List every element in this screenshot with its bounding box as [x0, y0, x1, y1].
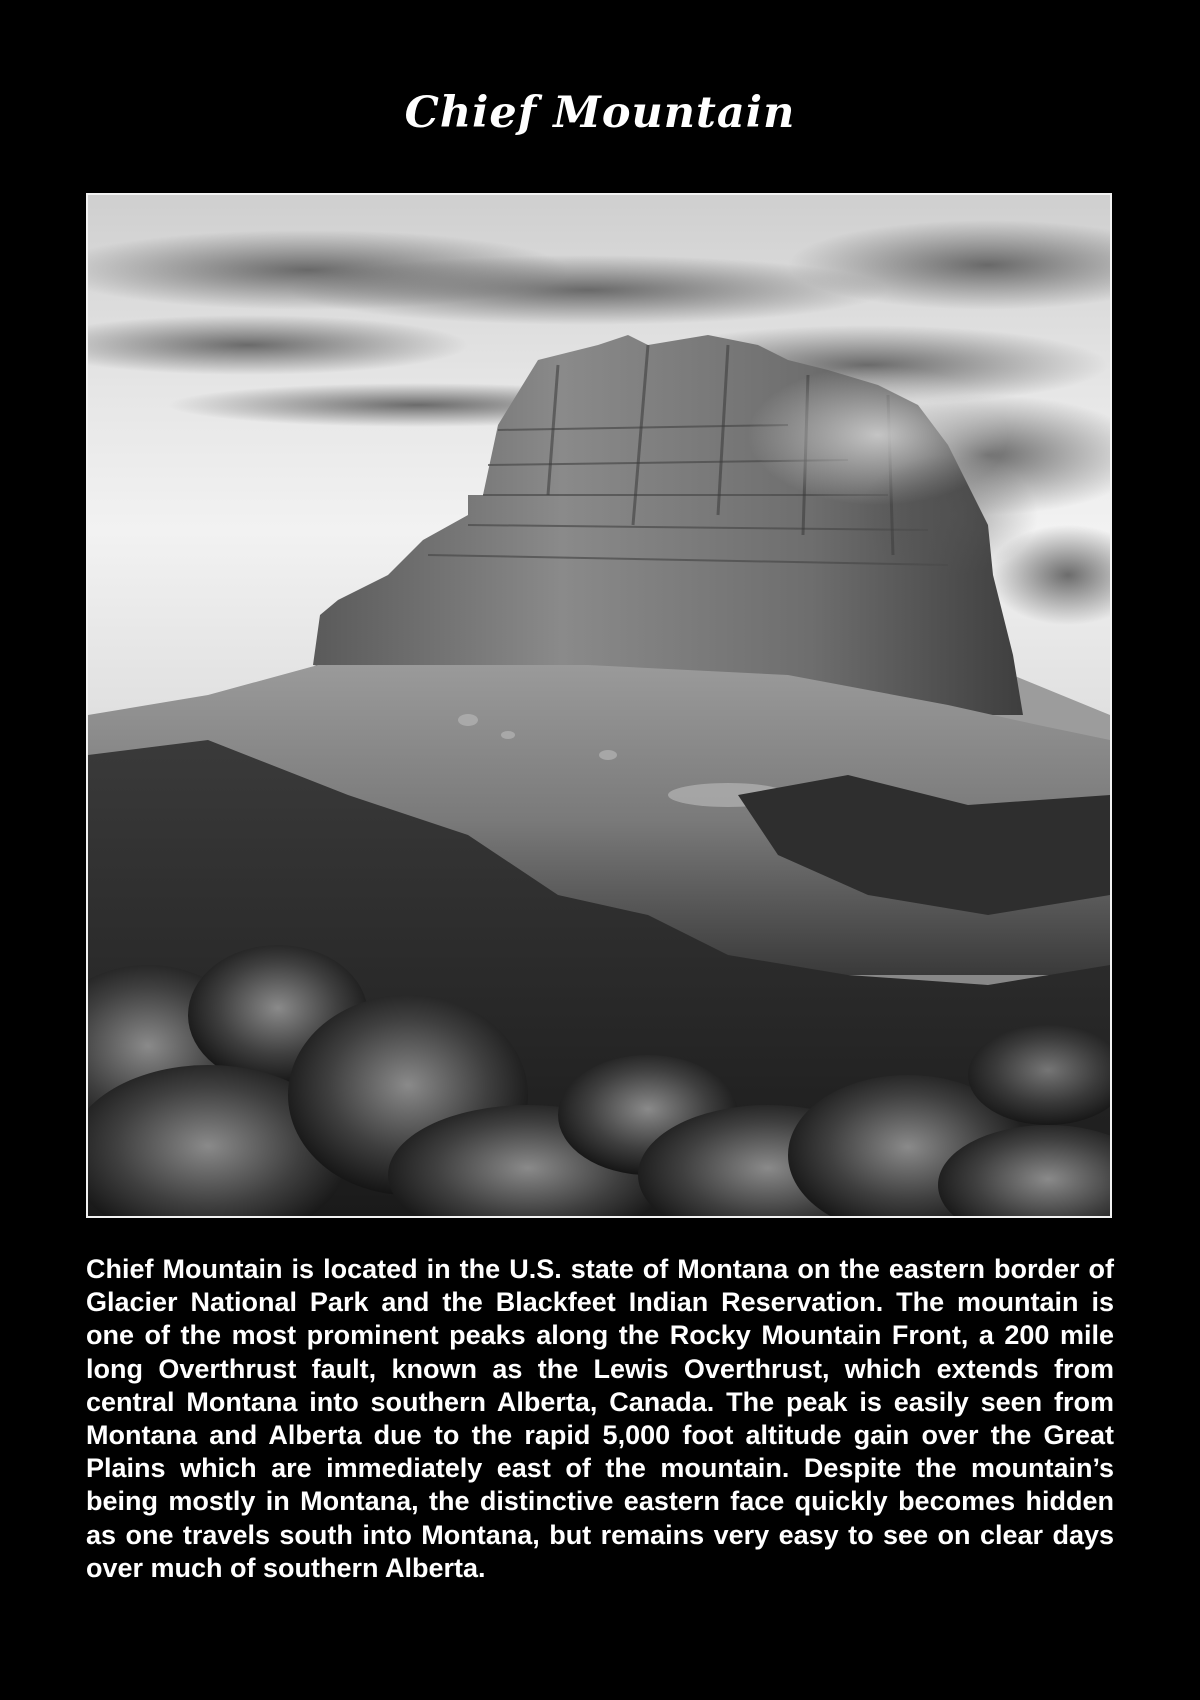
page-title: Chief Mountain — [404, 88, 796, 138]
mountain-photo — [88, 195, 1110, 1216]
photo-frame — [86, 193, 1112, 1218]
caption-text: Chief Mountain is located in the U.S. state of Montana on the eastern border of Glacier National Park and the Blackfeet Indian Reservation. The mountain is one of the most prominent peaks along the Rocky Mountain Front, a 200 mile long Overthrust fault, known as the Lewis Overthrust, which extends from central Montana into southern Alberta, Canada. The peak is easily seen from Montana and Alberta due to the rapid 5,000 foot altitude gain over the Great Plains which are immediately east of the mountain. Despite the mountain’s being mostly in Montana, the distinctive eastern face quickly becomes hidden as one travels south into Montana, but remains very easy to see on clear days over much of southern Alberta. — [86, 1254, 1114, 1583]
